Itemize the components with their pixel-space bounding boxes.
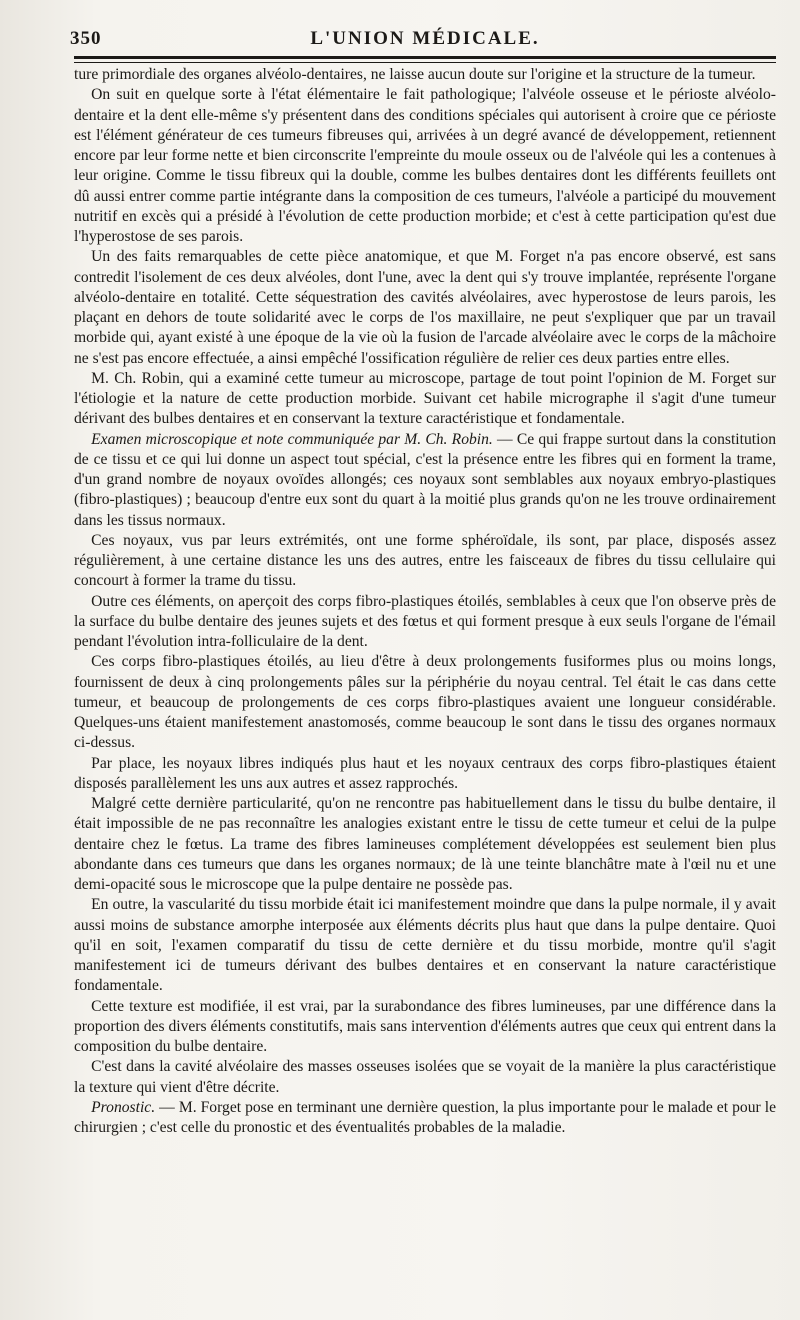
paragraph-text: En outre, la vascularité du tissu morbide était ici manifestement moindre que dans la pulpe normale, il y avait aussi moins de substance amorphe interposée aux éléments décrits plus haut que dans la pulpe dentaire. Quoi qu'il en soit, l'examen comparatif du tissu de cette dernière et du tissu morbide, montre qu'il s'agit manifestement ici de tumeurs dérivant des bulbes dentaires et en conservant la nature caractéristique fondamentale. <box>74 896 776 995</box>
article-body <box>74 65 776 1138</box>
paragraph <box>74 895 776 996</box>
paragraph <box>74 369 776 430</box>
running-title: L'UNION MÉDICALE. <box>310 28 540 49</box>
paragraph <box>74 531 776 592</box>
paragraph-text: ture primordiale des organes alvéolo-dentaires, ne laisse aucun doute sur l'origine et la structure de la tumeur. <box>74 66 756 83</box>
paragraph-text: Par place, les noyaux libres indiqués plus haut et les noyaux centraux des corps fibro-plastiques étaient disposés parallèlement les uns aux autres et assez rapprochés. <box>74 754 776 792</box>
paragraph <box>74 754 776 795</box>
paragraph <box>74 1057 776 1098</box>
section-lead: Pronostic. <box>91 1098 156 1116</box>
paragraph <box>74 1098 776 1139</box>
paragraph-text: Ces corps fibro-plastiques étoilés, au lieu d'être à deux prolongements fusiformes plus ou moins longs, fournissent de deux à cinq prolongements pâles sur la périphérie du noyau central. Tel était le cas dans cette tumeur, et beaucoup de prolongements de ces corps fibro-plastiques avaient une longueur considérable. Quelques-uns étaient manifestement anastomosés, comme beaucoup le sont dans le tissu des organes normaux ci-dessus. <box>74 653 776 752</box>
section-lead: Examen microscopique et note communiquée par M. Ch. Robin. <box>91 430 493 448</box>
header-rule <box>74 62 776 63</box>
paragraph-text: Outre ces éléments, on aperçoit des corps fibro-plastiques étoilés, semblables à ceux que l'on observe près de la surface du bulbe dentaire des jeunes sujets et des fœtus et qui forment presque à eux seuls l'organe de l'émail pendant l'évolution intra-folliculaire de la dent. <box>74 592 776 650</box>
paragraph-text: C'est dans la cavité alvéolaire des masses osseuses isolées que se voyait de la manière la plus caractéristique la texture qui vient d'être décrite. <box>74 1058 776 1096</box>
paragraph <box>74 652 776 753</box>
paragraph-text: Un des faits remarquables de cette pièce anatomique, et que M. Forget n'a pas encore observé, est sans contredit l'isolement de ces deux alvéoles, dont l'une, avec la dent qui s'y trouve implantée, représente l'organe alvéolo-dentaire en totalité. Cette séquestration des cavités alvéolaires, avec hyperostose de leurs parois, les plaçant en dehors de toute solidarité avec le corps de l'os maxillaire, ne peut s'expliquer que par un travail morbide qui, ayant existé à une époque de la vie où la fusion de l'arcade alvéolaire avec le corps de la mâchoire ne s'est pas encore effectuée, a ainsi empêché l'ossification régulière de relier ces deux parties entre elles. <box>74 248 776 367</box>
paragraph <box>74 794 776 895</box>
paragraph-text: Cette texture est modifiée, il est vrai, par la surabondance des fibres lumineuses, par une différence dans la proportion des divers éléments constitutifs, mais sans intervention d'éléments autres que ceux qui entrent dans la composition du bulbe dentaire. <box>74 997 776 1055</box>
page-header <box>70 22 776 59</box>
paragraph-text: M. Ch. Robin, qui a examiné cette tumeur au microscope, partage de tout point l'opinion de M. Forget sur l'étiologie et la nature de cette production morbide. Suivant cet habile micrographe il s'agit d'une tumeur dérivant des bulbes dentaires et en conservant la texture caractéristique et fondamentale. <box>74 369 776 428</box>
paragraph-text: Malgré cette dernière particularité, qu'on ne rencontre pas habituellement dans le tissu du bulbe dentaire, il était impossible de ne pas reconnaître les analogies existant entre le tissu de cette tumeur et celui de la pulpe dentaire chez le fœtus. La trame des fibres lamineuses complétement développées est seulement bien plus abondante dans ces tumeurs que dans les organes normaux; de là une teinte blanchâtre mate à l'œil nu et une demi-opacité sous le microscope que la pulpe dentaire ne possède pas. <box>74 795 776 893</box>
paragraph <box>74 592 776 653</box>
paragraph <box>74 430 776 531</box>
paragraph <box>74 997 776 1058</box>
paragraph <box>74 65 776 85</box>
paragraph <box>74 247 776 369</box>
paragraph-text: On suit en quelque sorte à l'état élémentaire le fait pathologique; l'alvéole osseuse et le périoste alvéolo-dentaire et la dent elle-même s'y présentent dans des conditions spéciales qui autorisent à croire que ce périoste est l'élément générateur de ces tumeurs fibreuses qui, arrivées à un degré avancé de développement, retiennent encore par leur forme nette et bien circonscrite l'empreinte du moule osseux ou de l'alvéole qui les a contenues à leur origine. Comme le tissu fibreux qui la double, comme les bulbes dentaires dont les différents feuillets ont dû aussi entrer comme partie intégrante dans la composition de ces tumeurs, l'alvéole a participé du mouvement nutritif en excès qui a présidé à l'évolution de cette production morbide; et c'est à cette participation qu'est due l'hyperostose de ses parois. <box>74 86 776 245</box>
paragraph-text: Ces noyaux, vus par leurs extrémités, ont une forme sphéroïdale, ils sont, par place, disposés assez régulièrement, à une certaine distance les uns des autres, entre les faisceaux de fibres du tissu cellulaire qui concourt à former la trame du tissu. <box>74 531 776 590</box>
paragraph <box>74 85 776 247</box>
paragraph-text: — M. Forget pose en terminant une dernière question, la plus importante pour le malade et pour le chirurgien ; c'est celle du pronostic et des éventualités probables de la maladie. <box>74 1098 776 1136</box>
page-number: 350 <box>70 28 102 49</box>
paragraph-text: — Ce qui frappe surtout dans la constitution de ce tissu et ce qui lui donne un aspect tout spécial, c'est la présence entre les fibres qui en forment la trame, d'un grand nombre de noyaux ovoïdes allongés; ces noyaux sont semblables aux noyaux embryo-plastiques (fibro-plastiques) ; beaucoup d'entre eux sont du quart à la moitié plus grands qu'on ne les trouve ordinairement dans les tissus normaux. <box>74 430 776 529</box>
